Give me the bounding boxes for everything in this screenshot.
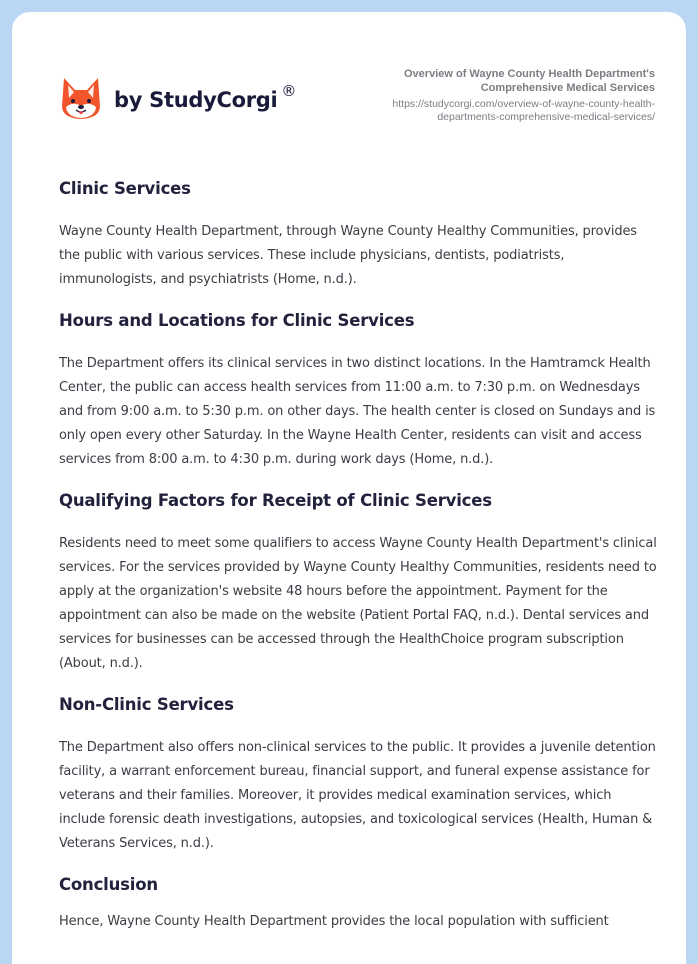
document-url[interactable]: https://studycorgi.com/overview-of-wayne-county-health-departments-comprehensive-medical-services/	[392, 98, 655, 123]
section-paragraph: The Department offers its clinical services in two distinct locations. In the Hamtramck Health Center, the public can access health services from 11:00 a.m. to 7:30 p.m. on Wednesdays and from 9:00 a.m. to 5:30 p.m. on other days. The health center is closed on Sundays and is only open every other Saturday. In the Wayne Health Center, residents can visit and access services from 8:00 a.m. to 4:30 p.m. during work days (Home, n.d.).	[59, 356, 656, 467]
section-paragraph: Hence, Wayne County Health Department provides the local population with sufficient	[59, 914, 609, 929]
document-meta	[335, 67, 655, 124]
studycorgi-logo[interactable]	[60, 76, 296, 120]
document-page	[12, 12, 686, 964]
article-body	[59, 178, 659, 952]
section-heading: Conclusion	[59, 875, 158, 894]
document-title: Overview of Wayne County Health Department's Comprehensive Medical Services	[404, 68, 655, 94]
section-paragraph: Residents need to meet some qualifiers to access Wayne County Health Department's clinical services. For the services provided by Wayne County Healthy Communities, residents need to apply at the organization's website 48 hours before the appointment. Payment for the appointment can also be made on the website (Patient Portal FAQ, n.d.). Dental services and services for businesses can be accessed through the HealthChoice program subscription (About, n.d.).	[59, 536, 657, 671]
section-heading: Hours and Locations for Clinic Services	[59, 311, 415, 330]
corgi-head-icon	[60, 76, 102, 120]
section-paragraph: The Department also offers non-clinical services to the public. It provides a juvenile detention facility, a warrant enforcement bureau, financial support, and funeral expense assistance for veterans and their families. Moreover, it provides medical examination services, which include forensic death investigations, autopsies, and toxicological services (Health, Human & Veterans Services, n.d.).	[59, 740, 656, 851]
section-paragraph: Wayne County Health Department, through Wayne County Healthy Communities, provides the public with various services. These include physicians, dentists, podiatrists, immunologists, and psychiatrists (Home, n.d.).	[59, 224, 637, 287]
page-header	[12, 12, 686, 162]
logo-text: by StudyCorgi ®	[114, 82, 297, 112]
registered-mark: ®	[281, 82, 297, 100]
section-heading: Qualifying Factors for Receipt of Clinic Services	[59, 491, 492, 510]
section-heading: Clinic Services	[59, 179, 191, 198]
section-heading: Non-Clinic Services	[59, 695, 234, 714]
